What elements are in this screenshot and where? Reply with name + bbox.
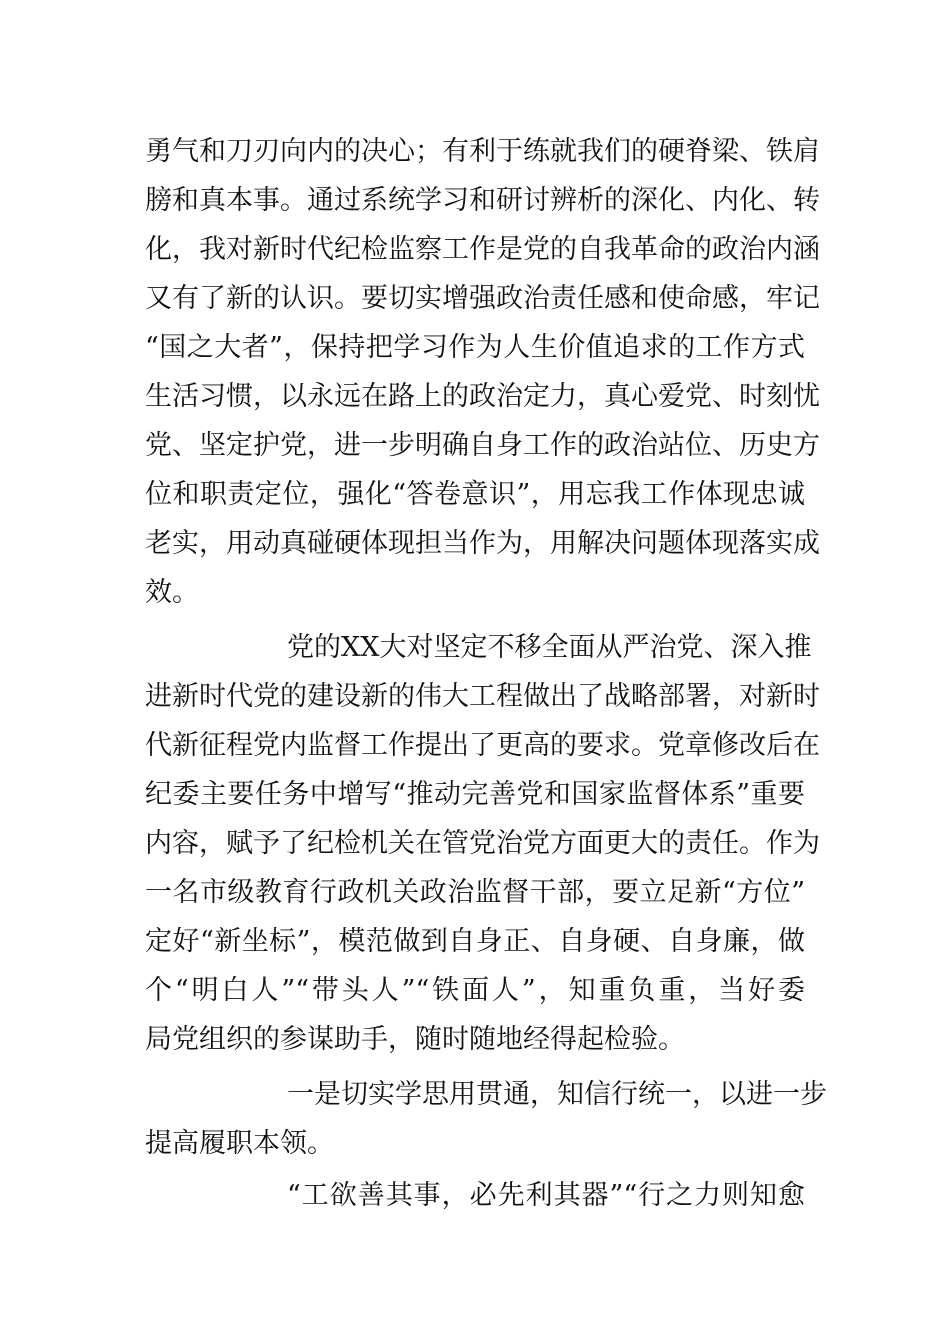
- paragraph-2-line-9: 局党组织的参谋助手，随时随地经得起检验。: [145, 1024, 685, 1055]
- paragraph-1-line-9: 老实，用动真碰硬体现担当作为，用解决问题体现落实成: [145, 528, 820, 559]
- paragraph-2-line-6: 一名市级教育行政机关政治监督干部，要立足新“方位”: [145, 877, 805, 908]
- paragraph-1-line-2: 膀和真本事。通过系统学习和研讨辨析的深化、内化、转: [145, 185, 820, 216]
- paragraph-3-line-2: 提高履职本领。: [145, 1128, 334, 1159]
- paragraph-2-line-8: 个“明白人”“带头人”“铁面人”，知重负重，当好委: [145, 975, 805, 1006]
- paragraph-1-line-4: 又有了新的认识。要切实增强政治责任感和使命感，牢记: [145, 283, 820, 314]
- paragraph-2-line-2: 进新时代党的建设新的伟大工程做出了战略部署，对新时: [145, 681, 820, 712]
- paragraph-2-line-4: 纪委主要任务中增写“推动完善党和国家监督体系”重要: [145, 779, 805, 810]
- paragraph-1-line-7: 党、坚定护党，进一步明确自身工作的政治站位、历史方: [145, 430, 820, 461]
- paragraph-1-line-6: 生活习惯，以永远在路上的政治定力，真心爱党、时刻忧: [145, 381, 820, 412]
- paragraph-1-line-3: 化，我对新时代纪检监察工作是党的自我革命的政治内涵: [145, 234, 820, 265]
- paragraph-1-line-5: “国之大者”，保持把学习作为人生价值追求的工作方式: [145, 332, 805, 363]
- paragraph-2-line-5: 内容，赋予了纪检机关在管党治党方面更大的责任。作为: [145, 828, 820, 859]
- paragraph-1-line-8: 位和职责定位，强化“答卷意识”，用忘我工作体现忠诚: [145, 479, 805, 510]
- paragraph-2-line-1: 党的XX大对坚定不移全面从严治党、深入推: [287, 632, 812, 663]
- paragraph-4-line-1: “工欲善其事，必先利其器”“行之力则知愈: [287, 1180, 805, 1211]
- paragraph-3-line-1: 一是切实学思用贯通，知信行统一，以进一步: [287, 1079, 827, 1110]
- paragraph-2-line-3: 代新征程党内监督工作提出了更高的要求。党章修改后在: [145, 730, 820, 761]
- paragraph-2-line-7: 定好“新坐标”，模范做到自身正、自身硬、自身廉，做: [145, 926, 805, 957]
- paragraph-1-line-1: 勇气和刀刃向内的决心；有利于练就我们的硬脊梁、铁肩: [145, 136, 820, 167]
- paragraph-1-line-10: 效。: [145, 577, 199, 608]
